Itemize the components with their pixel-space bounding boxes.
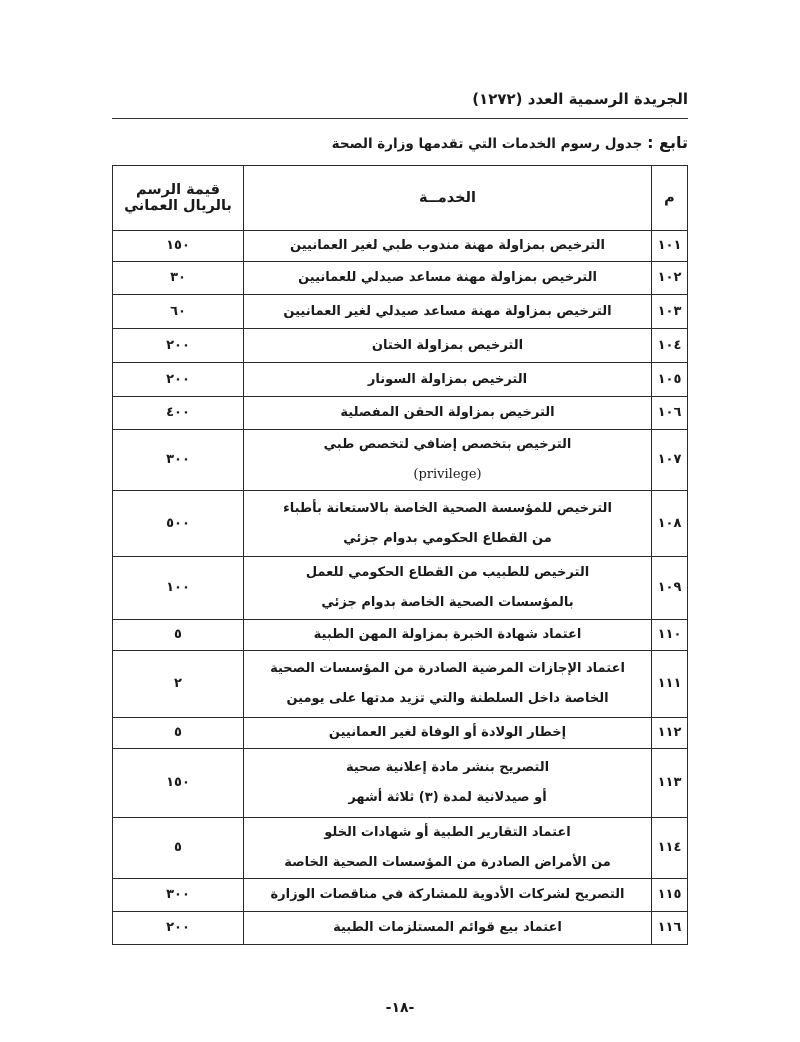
service-line: اعتماد الإجازات المرضية الصادرة من المؤسسات الصحية [270, 661, 625, 676]
service-line: اعتماد بيع قوائم المستلزمات الطبية [333, 920, 562, 935]
table-row [113, 557, 688, 620]
service-description [244, 912, 652, 945]
table-row [113, 651, 688, 718]
service-line: الترخيص للطبيب من القطاع الحكومي للعمل [305, 565, 590, 580]
fee-value: ٥ [113, 620, 244, 651]
service-line: الترخيص بمزاولة مهنة مساعد صيدلي لغير العمانيين [283, 303, 612, 319]
service-line: أو صيدلانية لمدة (٣) ثلاثة أشهر [348, 790, 547, 805]
service-description [244, 295, 652, 329]
service-line: إخطار الولادة أو الوفاة لغير العمانيين [328, 725, 567, 740]
column-header-fee [113, 166, 244, 231]
table-row [113, 912, 688, 945]
row-number: ١٠٣ [652, 295, 688, 329]
row-number: ١١٣ [652, 749, 688, 818]
fee-value: ٥ [113, 818, 244, 879]
fee-value: ١٥٠ [113, 749, 244, 818]
service-description [244, 818, 652, 879]
service-description [244, 651, 652, 718]
table-row [113, 879, 688, 912]
fee-value: ٣٠٠ [113, 430, 244, 491]
subtitle-lead: تابع : [647, 133, 688, 152]
fee-value: ٢٠٠ [113, 329, 244, 363]
service-line: الخاصة داخل السلطنة والتي تزيد مدتها على يومين [286, 691, 609, 706]
row-number: ١٠٤ [652, 329, 688, 363]
service-description [244, 397, 652, 430]
service-line: (privilege) [413, 467, 482, 482]
fees-table [112, 165, 688, 945]
table-row [113, 329, 688, 363]
service-line: الترخيص بمزاولة مهنة مندوب طبي لغير العمانيين [290, 238, 605, 253]
column-header-number: م [652, 166, 688, 231]
service-line: الترخيص بمزاولة الحقن المفصلية [340, 405, 555, 420]
service-line: الترخيص بمزاولة السونار [367, 371, 528, 387]
row-number: ١٠١ [652, 231, 688, 262]
service-description [244, 491, 652, 557]
table-row [113, 620, 688, 651]
fee-value: ٦٠ [113, 295, 244, 329]
gazette-header-title: الجريدة الرسمية العدد (١٢٧٢) [472, 90, 688, 108]
fee-header-line-1: قيمة الرسم [135, 182, 221, 198]
row-number: ١١٠ [652, 620, 688, 651]
table-subtitle [332, 133, 688, 152]
service-line: من القطاع الحكومي بدوام جزئي [343, 530, 552, 546]
service-line: الترخيص بتخصص إضافي لتخصص طبي [323, 437, 572, 452]
column-header-service: الخدمــة [244, 166, 652, 231]
row-number: ١٠٥ [652, 363, 688, 397]
fee-value: ٢٠٠ [113, 912, 244, 945]
service-line: الترخيص للمؤسسة الصحية الخاصة بالاستعانة بأطباء [283, 500, 612, 516]
service-description [244, 557, 652, 620]
service-line: من الأمراض الصادرة من المؤسسات الصحية الخاصة [284, 855, 611, 870]
fee-value: ١٥٠ [113, 231, 244, 262]
row-number: ١٠٩ [652, 557, 688, 620]
service-description [244, 749, 652, 818]
service-description [244, 262, 652, 295]
table-header-row [113, 166, 688, 231]
fee-value: ٢٠٠ [113, 363, 244, 397]
service-line: الترخيص بمزاولة الختان [371, 337, 524, 353]
fee-value: ٢ [113, 651, 244, 718]
row-number: ١٠٨ [652, 491, 688, 557]
service-description [244, 329, 652, 363]
fee-value: ٥ [113, 718, 244, 749]
fee-value: ٣٠ [113, 262, 244, 295]
table-row [113, 363, 688, 397]
row-number: ١٠٢ [652, 262, 688, 295]
service-line: التصريح بنشر مادة إعلانية صحية [345, 760, 550, 775]
header-divider [112, 118, 688, 119]
service-line: اعتماد التقارير الطبية أو شهادات الخلو [324, 825, 571, 840]
row-number: ١١٢ [652, 718, 688, 749]
row-number: ١٠٧ [652, 430, 688, 491]
fee-value: ٤٠٠ [113, 397, 244, 430]
row-number: ١٠٦ [652, 397, 688, 430]
table-row [113, 262, 688, 295]
fee-header-line-2: بالريال العماني [124, 198, 232, 214]
service-line: اعتماد شهادة الخبرة بمزاولة المهن الطبية [313, 627, 582, 642]
service-description [244, 363, 652, 397]
table-body [113, 231, 688, 945]
service-description [244, 620, 652, 651]
service-line: الترخيص بمزاولة مهنة مساعد صيدلي للعمانيين [298, 270, 597, 285]
service-description [244, 231, 652, 262]
table-row [113, 397, 688, 430]
service-line: بالمؤسسات الصحية الخاصة بدوام جزئي [321, 595, 574, 610]
table-row [113, 295, 688, 329]
table-row [113, 718, 688, 749]
row-number: ١١١ [652, 651, 688, 718]
table-row [113, 231, 688, 262]
page-number: -١٨- [385, 1000, 415, 1016]
service-description [244, 879, 652, 912]
table-row [113, 818, 688, 879]
service-description [244, 430, 652, 491]
fee-value: ١٠٠ [113, 557, 244, 620]
row-number: ١١٥ [652, 879, 688, 912]
table-row [113, 491, 688, 557]
service-description [244, 718, 652, 749]
table-row [113, 430, 688, 491]
service-line: التصريح لشركات الأدوية للمشاركة في مناقصات الوزارة [270, 887, 625, 902]
row-number: ١١٦ [652, 912, 688, 945]
fee-value: ٥٠٠ [113, 491, 244, 557]
fee-value: ٣٠٠ [113, 879, 244, 912]
subtitle-text: جدول رسوم الخدمات التي تقدمها وزارة الصحة [331, 136, 643, 152]
row-number: ١١٤ [652, 818, 688, 879]
table-row [113, 749, 688, 818]
